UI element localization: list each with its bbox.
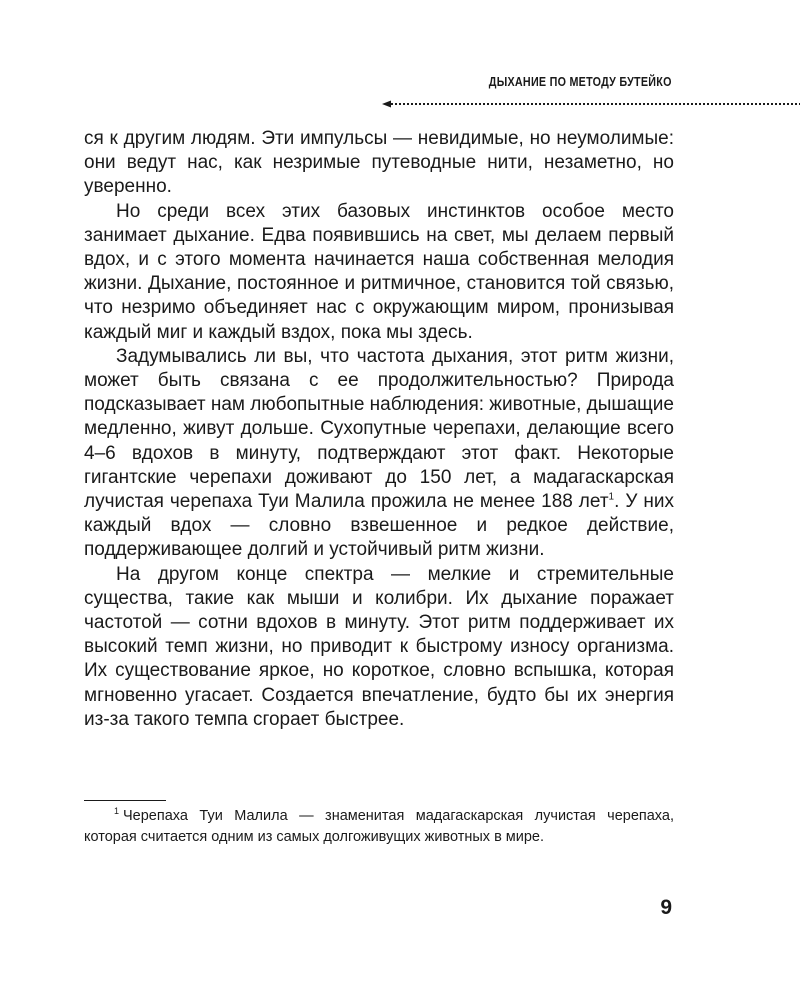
paragraph-1: ся к другим людям. Эти импульсы — невидимые, но неумолимые: они ведут нас, как незримые путеводные нити, незаметно, но уверенно. bbox=[84, 128, 674, 198]
paragraph-4: На другом конце спектра — мелкие и стремительные существа, такие как мыши и колибри. Их дыхание поражает частотой — сотни вдохов в минуту. Этот ритм поддерживает их высокий темп жизни, но приводит к быстрому износу организма. Их существование яркое, но короткое, словно вспышка, которая мгновенно угасает. Создается впечатление, будто бы их энергия из-за такого темпа сгорает быстрее. bbox=[84, 563, 674, 730]
header-arrow-rule bbox=[382, 100, 800, 108]
footnote-text: Черепаха Туи Малила — знаменитая мадагаскарская лучистая черепаха, которая считается одним из самых долгоживущих животных в мире. bbox=[84, 808, 674, 845]
body-text bbox=[84, 127, 674, 732]
running-head-title: ДЫХАНИЕ ПО МЕТОДУ БУТЕЙКО bbox=[489, 75, 672, 89]
paragraph-3-text-a: Задумывались ли вы, что частота дыхания, этот ритм жизни, может быть связана с ее продолжительностью? Природа подсказывает нам любопытные наблюдения: животные, дышащие медленно, живут дольше. Сухопутные черепахи, делающие всего 4–6 вдохов в минуту, подтверждают этот факт. Некоторые гигантские черепахи доживают до 150 лет, а мадагаскарская лучистая черепаха Туи Малила прожила не менее 188 лет bbox=[84, 345, 674, 513]
paragraph-3 bbox=[84, 345, 674, 563]
footnote bbox=[84, 806, 674, 847]
paragraph-2: Но среди всех этих базовых инстинктов особое место занимает дыхание. Едва появившись на свет, мы делаем первый вдох, и с этого момента начинается наша собственная мелодия жизни. Дыхание, постоянное и ритмичное, становится той связью, что незримо объединяет нас с окружающим миром, пронизывая каждый миг и каждый вздох, пока мы здесь. bbox=[84, 200, 674, 343]
page-number: 9 bbox=[660, 896, 672, 919]
footnote-divider bbox=[84, 800, 166, 801]
footnote-marker: 1 bbox=[114, 806, 120, 817]
paragraph-3-text-b: . У них каждый вдох — словно взвешенное и редкое действие, поддерживающее долгий и устойчивый ритм жизни. bbox=[84, 491, 674, 561]
footnote-reference[interactable]: 1 bbox=[608, 491, 615, 503]
